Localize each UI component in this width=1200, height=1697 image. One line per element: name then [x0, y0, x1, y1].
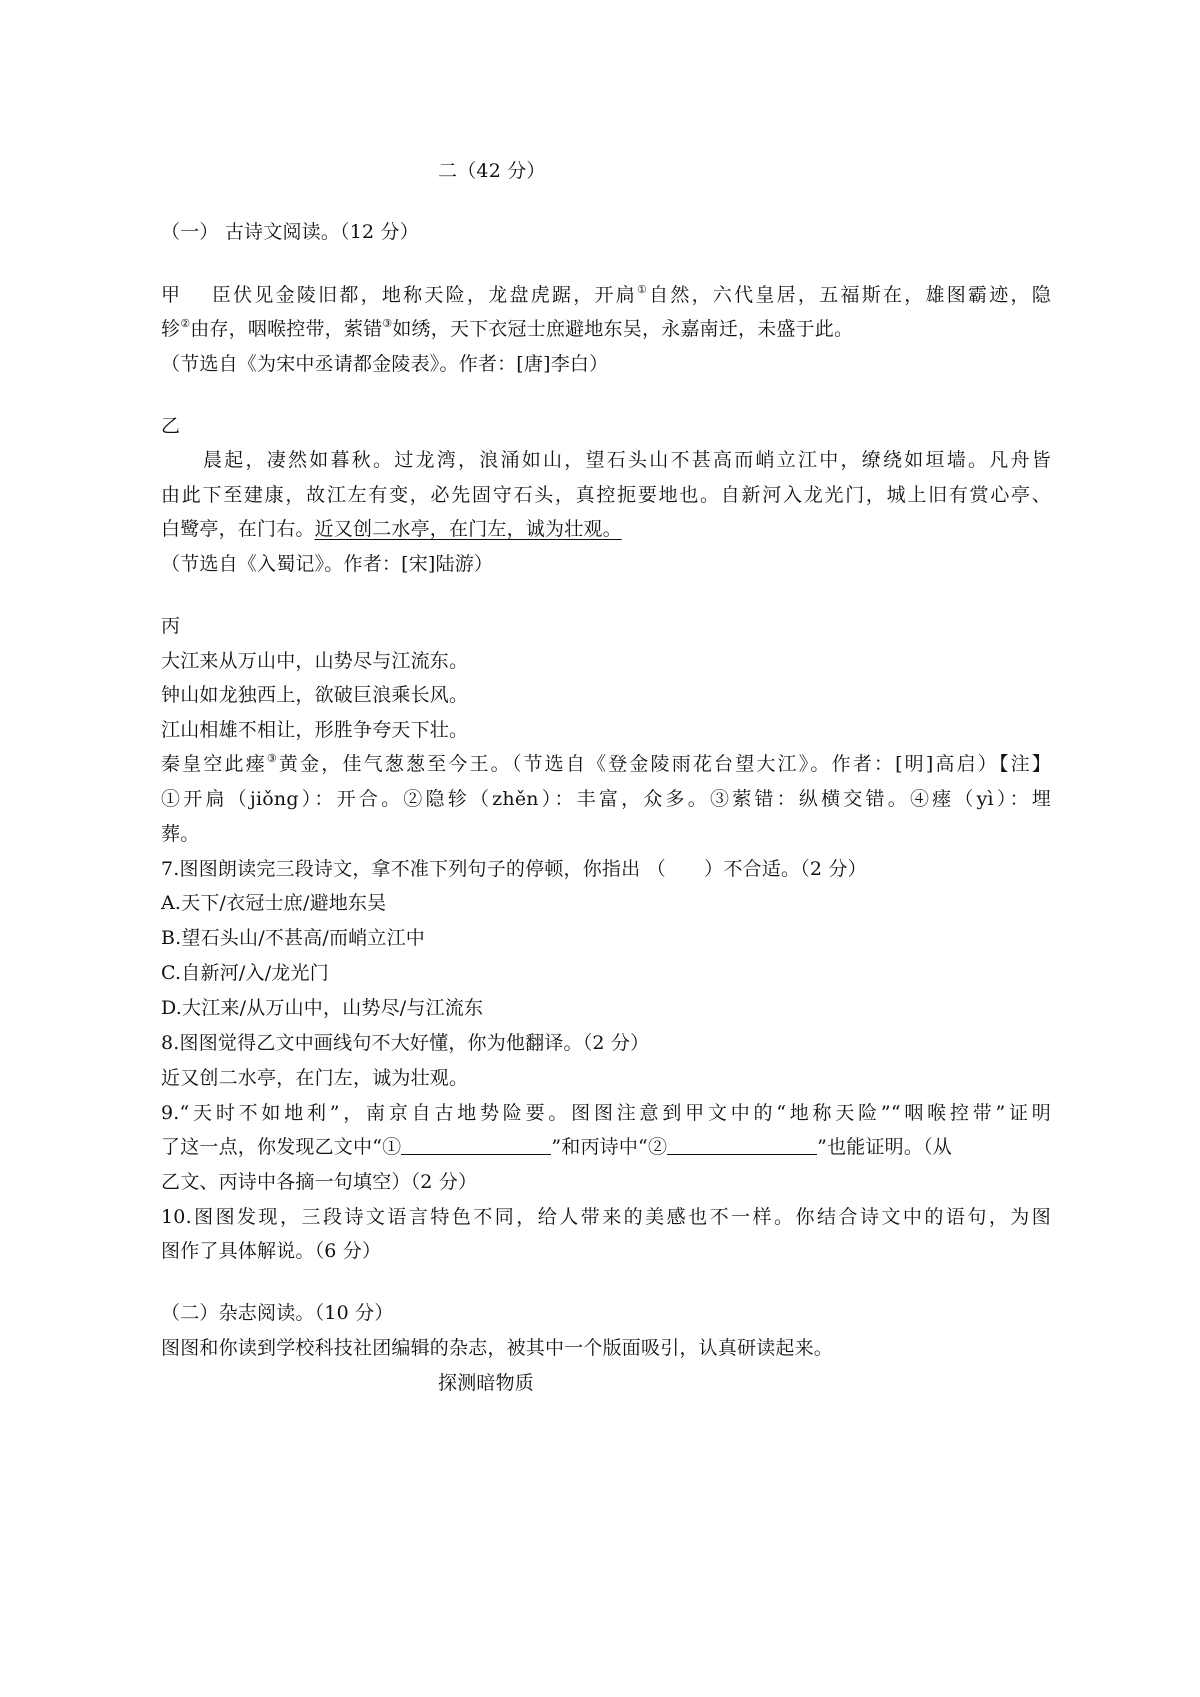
article-title: 探测暗物质 — [438, 1372, 535, 1394]
q7-option-b: B.望石头山/不甚高/而峭立江中 — [161, 927, 426, 949]
bing-label: 丙 — [161, 615, 181, 637]
footnote-marker-1: ① — [637, 283, 650, 296]
answer-blank-2[interactable] — [667, 1136, 817, 1155]
bing-line-1: 大江来从万山中，山势尽与江流东。 — [161, 650, 469, 672]
yi-line-2: 由此下至建康，故江左有变，必先固守石头，真控扼要地也。自新河入龙光门，城上旧有赏心亭、 — [161, 484, 1051, 506]
yi-source: （节选自《入蜀记》。作者：[宋]陆游） — [161, 553, 494, 575]
jia-text-2b: 由存，咽喉控带，萦错 — [190, 318, 383, 340]
q7-stem: 7.图图朗读完三段诗文，拿不准下列句子的停顿，你指出 （ ）不合适。（2 分） — [161, 858, 867, 880]
notes-line-1: ①开扃（jiǒng）：开合。②隐轸（zhěn）：丰富，众多。③萦错：纵横交错。④瘗（yì）：埋 — [161, 788, 1051, 810]
section-title: 二（42 分） — [438, 160, 546, 182]
q9-text-2a: 了这一点，你发现乙文中“① — [161, 1136, 402, 1158]
jia-line-2 — [161, 316, 853, 342]
footnote-marker-3: ③ — [382, 317, 393, 330]
jia-label: 甲 — [161, 284, 183, 306]
jia-text-2a: 轸 — [161, 318, 181, 340]
part2-heading: （二）杂志阅读。（10 分） — [161, 1302, 394, 1324]
q7-option-c: C.自新河/入/龙光门 — [161, 962, 329, 984]
q8-sentence: 近又创二水亭，在门左，诚为壮观。 — [161, 1067, 469, 1089]
q7-option-a: A.天下/衣冠士庶/避地东吴 — [161, 892, 387, 914]
q10-line-2: 图作了具体解说。（6 分） — [161, 1240, 382, 1262]
yi-text-3a: 白鹭亭，在门右。 — [161, 518, 315, 540]
q7-option-d: D.大江来/从万山中，山势尽/与江流东 — [161, 997, 484, 1019]
jia-line-1 — [161, 282, 1051, 308]
part2-intro: 图图和你读到学校科技社团编辑的杂志，被其中一个版面吸引，认真研读起来。 — [161, 1337, 834, 1359]
q9-text-2b: ”和丙诗中“② — [551, 1136, 668, 1158]
notes-line-2: 葬。 — [161, 823, 200, 845]
answer-blank-1[interactable] — [401, 1136, 551, 1155]
q9-line-2 — [161, 1134, 952, 1160]
yi-label: 乙 — [161, 415, 181, 437]
jia-source: （节选自《为宋中丞请都金陵表》。作者：[唐]李白） — [161, 353, 609, 375]
jia-text-1b: 自然，六代皇居，五福斯在，雄图霸迹，隐 — [649, 284, 1051, 306]
q9-line-3: 乙文、丙诗中各摘一句填空）（2 分） — [161, 1171, 478, 1193]
q10-line-1: 10.图图发现，三段诗文语言特色不同，给人带来的美感也不一样。你结合诗文中的语句，为图 — [161, 1206, 1051, 1228]
part1-heading: （一） 古诗文阅读。（12 分） — [161, 221, 419, 243]
bing-text-4a: 秦皇空此瘗 — [161, 753, 267, 775]
yi-line-3 — [161, 516, 622, 542]
bing-line-4 — [161, 751, 1051, 777]
bing-text-4b: 黄金，佳气葱葱至今王。（节选自《登金陵雨花台望大江》。作者：[明]高启）【注】 — [278, 753, 1051, 775]
q8-stem: 8.图图觉得乙文中画线句不大好懂，你为他翻译。（2 分） — [161, 1032, 650, 1054]
underlined-sentence: 近又创二水亭，在门左，诚为壮观。 — [314, 518, 622, 540]
footnote-marker-4: ③ — [266, 752, 279, 765]
bing-line-3: 江山相雄不相让，形胜争夸天下壮。 — [161, 719, 469, 741]
yi-line-1: 晨起，凄然如暮秋。过龙湾，浪涌如山，望石头山不甚高而峭立江中，缭绕如垣墙。凡舟皆 — [203, 449, 1051, 471]
footnote-marker-2: ② — [180, 317, 191, 330]
q9-line-1: 9.“天时不如地利”，南京自古地势险要。图图注意到甲文中的“地称天险”“咽喉控带”证明 — [161, 1102, 1051, 1124]
bing-line-2: 钟山如龙独西上，欲破巨浪乘长风。 — [161, 684, 469, 706]
jia-text-1a: 臣伏见金陵旧都，地称天险，龙盘虎踞，开扃 — [211, 284, 637, 306]
q9-text-2c: ”也能证明。（从 — [817, 1136, 952, 1158]
jia-text-2c: 如绣，天下衣冠士庶避地东吴，永嘉南迁，未盛于此。 — [392, 318, 854, 340]
